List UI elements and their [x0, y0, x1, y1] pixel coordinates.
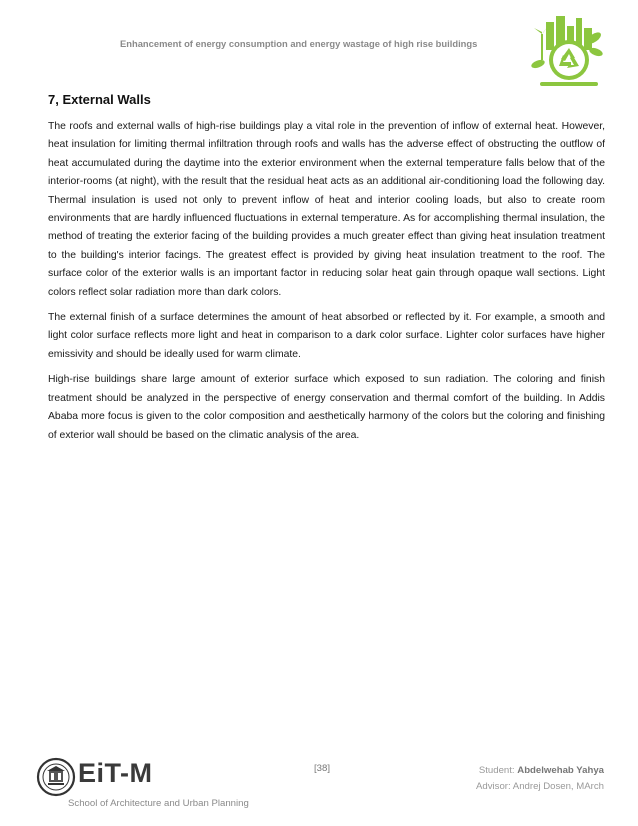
paragraph: The external finish of a surface determines the amount of heat absorbed or reflected by it. For example, a smooth and light color surface reflects more light and heat in comparison to a dark color surface. Lighter color surfaces have higher emissivity and should be ideally used for warm climate.	[48, 312, 605, 360]
running-header: Enhancement of energy consumption and energy wastage of high rise buildings	[120, 38, 478, 49]
advisor-line: Advisor: Andrej Dosen, MArch	[476, 781, 604, 792]
school-name: School of Architecture and Urban Planning	[68, 798, 249, 809]
student-line	[476, 763, 604, 779]
institution-seal-icon	[36, 757, 76, 797]
institution-logo-text: EiT-M	[78, 758, 153, 788]
footer-credits	[476, 763, 604, 795]
page-number: [38]	[314, 763, 331, 774]
student-label: Student:	[478, 765, 518, 776]
student-name: Abdelwehab Yahya	[517, 765, 604, 776]
section-heading: 7, External Walls	[48, 92, 151, 107]
recycle-city-icon	[526, 8, 612, 94]
body-text	[48, 118, 605, 452]
paragraph: The roofs and external walls of high-rise buildings play a vital role in the prevention of inflow of external heat. However, heat insulation for limiting thermal infiltration through roofs and walls has the adverse effect of obstructing the outflow of heat accumulated during the daytime into the exterior environment when the external temperature falls below that of the interior-rooms (at night), with the result that the residual heat acts as an additional air-conditioning load the following day. Thermal insulation is used not only to prevent inflow of heat and interior cooling loads, but also to create room environments that are hardly influenced fluctuations in external temperature. As for accomplishing thermal insulation, the method of treating the exterior facing of the building provides a much greater effect than giving heat insulation treatment to the building's interior facings. The greatest effect is provided by giving heat insulation treatment to the roof. The surface color of the exterior walls is an important factor in reducing solar heat gain through opaque wall sections. Light colors reflect solar radiation more than dark colors.	[48, 121, 605, 298]
paragraph: High-rise buildings share large amount of exterior surface which exposed to sun radiation. The coloring and finish treatment should be analyzed in the perspective of energy conservation and thermal comfort of the building. In Addis Ababa more focus is given to the color composition and aesthetically harmony of the colors but the coloring and finishing of exterior wall should be based on the climatic analysis of the area.	[48, 374, 605, 441]
